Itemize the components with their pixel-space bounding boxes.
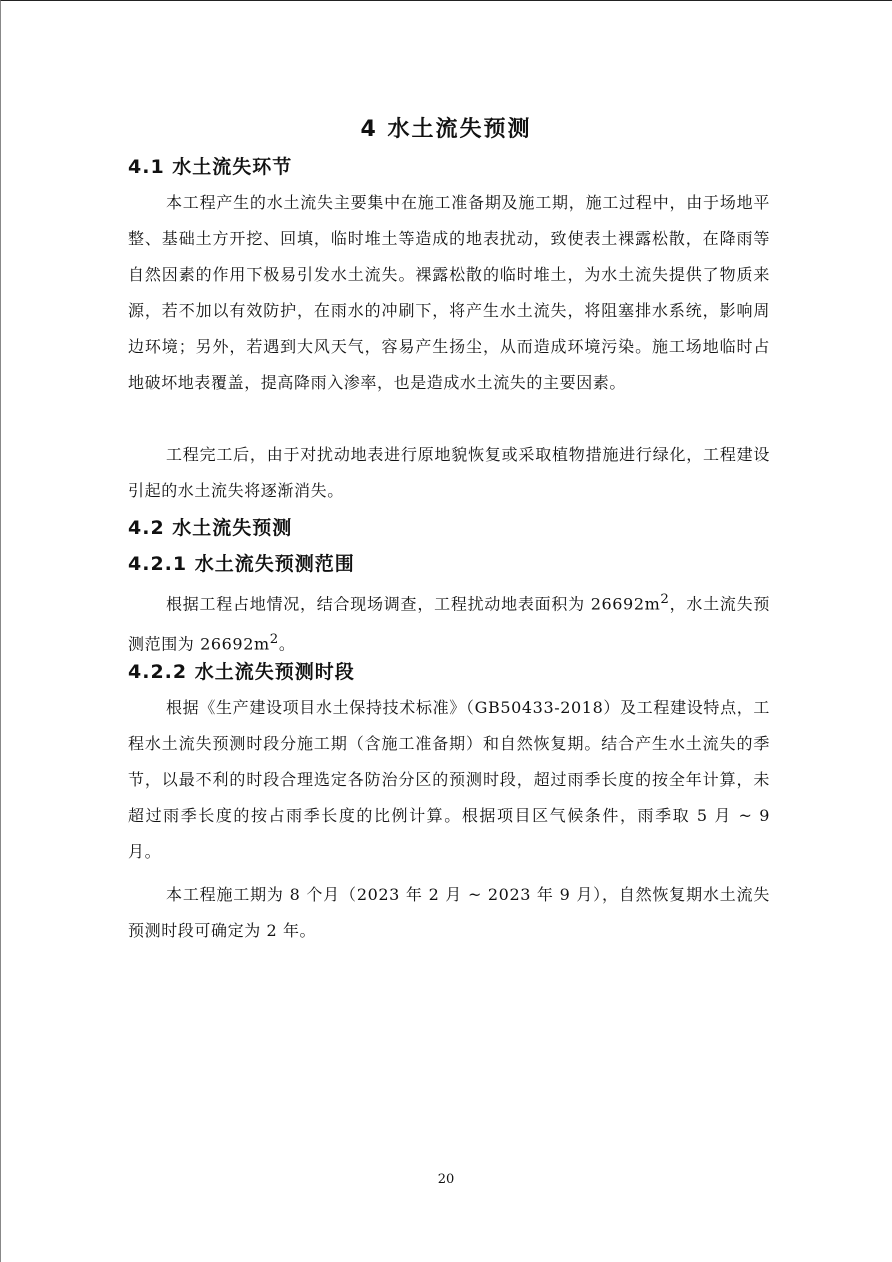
section-heading-4-2: 4.2 水土流失预测 xyxy=(128,517,293,539)
paragraph-text-part: ，水土流失预测范围为 26692m xyxy=(128,594,770,654)
section-heading-4-1: 4.1 水土流失环节 xyxy=(128,156,293,178)
section-4-1-paragraph-1: 本工程产生的水土流失主要集中在施工准备期及施工期，施工过程中，由于场地平整、基础土方开挖、回填，临时堆土等造成的地表扰动，致使表土裸露松散，在降雨等自然因素的作用下极易引发水土流失。裸露松散的临时堆土，为水土流失提供了物质来源，若不加以有效防护，在雨水的冲刷下，将产生水土流失，将阻塞排水系统，影响周边环境；另外，若遇到大风天气，容易产生扬尘，从而造成环境污染。施工场地临时占地破坏地表覆盖，提高降雨入渗率，也是造成水土流失的主要因素。 xyxy=(128,193,770,392)
paragraph-text-part: 根据工程占地情况，结合现场调查，工程扰动地表面积为 26692m xyxy=(166,594,661,614)
page-number: 20 xyxy=(437,1172,455,1187)
section-4-1-paragraph-2: 工程完工后，由于对扰动地表进行原地貌恢复或采取植物措施进行绿化，工程建设引起的水土流失将逐渐消失。 xyxy=(128,445,770,500)
section-heading-4-2-1: 4.2.1 水土流失预测范围 xyxy=(128,553,355,575)
superscript-2: 2 xyxy=(660,592,670,607)
section-4-2-2-paragraph-1: 根据《生产建设项目水土保持技术标准》（GB50433-2018）及工程建设特点，工程水土流失预测时段分施工期（含施工准备期）和自然恢复期。结合产生水土流失的季节，以最不利的时段合理选定各防治分区的预测时段，超过雨季长度的按全年计算，未超过雨季长度的按占雨季长度的比例计算。根据项目区气候条件，雨季取 5 月 ~ 9 月。 xyxy=(128,698,770,861)
paragraph-text-part: 。 xyxy=(278,634,296,654)
superscript-2: 2 xyxy=(269,632,279,648)
chapter-title: 4 水土流失预测 xyxy=(360,117,532,142)
section-4-2-1-paragraph xyxy=(128,582,770,663)
section-heading-4-2-2: 4.2.2 水土流失预测时段 xyxy=(128,661,355,683)
section-4-2-2-paragraph-2: 本工程施工期为 8 个月（2023 年 2 月 ~ 2023 年 9 月），自然恢复期水土流失预测时段可确定为 2 年。 xyxy=(128,885,770,940)
